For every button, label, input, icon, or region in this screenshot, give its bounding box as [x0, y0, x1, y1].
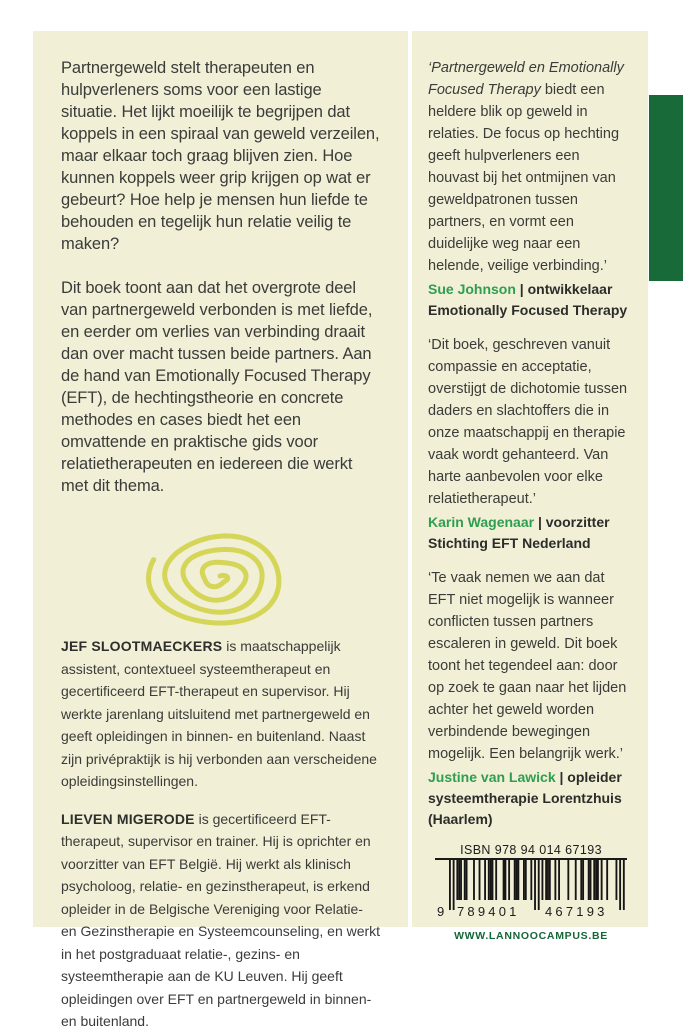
endorser-role: | voorzitter Stichting EFT Nederland	[428, 514, 610, 551]
author-name: JEF SLOOTMAECKERS	[61, 638, 223, 654]
quoted-book-title: ‘Partnergeweld en Emotionally Focused Therapy	[428, 60, 624, 98]
publisher-website: WWW.LANNOOCAMPUS.BE	[454, 930, 608, 942]
quote-body: biedt een heldere blik op geweld in relaties. De focus op hechting geeft hulpverleners een houvast bij het ontmijnen van geweldpatronen tussen partners, en vormt een duidelijke weg naar een helende, veilige verbinding.’	[428, 82, 620, 274]
endorser-name: Justine van Lawick	[428, 769, 556, 785]
quote-attribution	[428, 767, 634, 830]
quote-body: ‘Te vaak nemen we aan dat EFT niet mogelijk is wanneer conflicten tussen partners escaleren in geweld. Dit boek toont het tegendeel aan: door op zoek te gaan naar het lijden achter het geweld worden verbindende bewegingen mogelijk. Een belangrijk werk.’	[428, 570, 627, 762]
quote-body: ‘Dit boek, geschreven vanuit compassie en acceptatie, overstijgt de dichotomie tussen daders en slachtoffers die in onze maatschappij en therapie vaak wordt gehanteerd. Van harte aanbevolen voor elke relatietherapeut.’	[428, 337, 628, 507]
isbn-label: ISBN 978 94 014 67193	[460, 843, 602, 857]
endorser-name: Karin Wagenaar	[428, 514, 535, 530]
barcode-digits: 467193	[545, 904, 608, 919]
author-bio-lieven-migerode	[61, 808, 382, 1033]
left-panel	[33, 31, 408, 1029]
hand-drawn-spiral-icon	[137, 519, 307, 631]
endorser-role: | ontwikkelaar Emotionally Focused Therapy	[428, 281, 628, 318]
endorser-name: Sue Johnson	[428, 281, 516, 297]
author-bio-text: is maatschappelijk assistent, contextueel systeemtherapeut en gecertificeerd EFT-therapeut en supervisor. Hij werkte jarenlang uitsluitend met partnergeweld en geeft opleidingen in binnen- en buitenland. Naast zijn privépraktijk is hij verbonden aan verscheidene opleidingsinstellingen.	[61, 638, 377, 789]
blurb-paragraph-1: Partnergeweld stelt therapeuten en hulpverleners soms voor een lastige situatie. Het lijkt moeilijk te begrijpen dat koppels in een spiraal van geweld verzeilen, maar elkaar toch graag blijven zien. Hoe kunnen koppels weer grip krijgen op wat er gebeurt? Hoe help je mensen hun liefde te behouden en tegelijk hun relatie veilig te maken?	[61, 59, 380, 253]
quote-text	[428, 57, 634, 277]
quote-karin-wagenaar	[428, 334, 634, 554]
barcode-digits: 789401	[457, 904, 520, 919]
quote-attribution	[428, 512, 634, 554]
right-panel	[412, 31, 648, 942]
spiral-drawing	[61, 519, 382, 631]
quote-sue-johnson	[428, 57, 634, 321]
author-name: LIEVEN MIGERODE	[61, 810, 195, 827]
spine-green-bar	[649, 95, 683, 281]
quote-text	[428, 567, 634, 765]
barcode-digits: 9	[437, 904, 448, 919]
ean13-barcode	[435, 860, 627, 922]
quote-text	[428, 334, 634, 510]
quote-attribution	[428, 279, 634, 321]
isbn-barcode-block	[428, 843, 634, 944]
blurb-paragraph-2: Dit boek toont aan dat het overgrote deel van partnergeweld verbonden is met liefde, en eerder om verlies van verbinding draait dan over macht tussen beide partners. Aan de hand van Emotionally Focused Therapy (EFT), de hechtingstheorie en concrete methodes en cases biedt het een omvattende en praktische gids voor relatietherapeuten en iedereen die werkt met dit thema.	[61, 279, 373, 495]
author-bio-jef-slootmaeckers	[61, 635, 382, 793]
endorser-role: | opleider systeemtherapie Lorentzhuis (Haarlem)	[428, 769, 622, 827]
author-bio-text: is gecertificeerd EFT-therapeut, supervisor en trainer. Hij is oprichter en voorzitter van EFT België. Hij werkt als klinisch psycholoog, relatie- en gezinstherapeut, is erkend opleider in de Belgische Vereniging voor Relatie- en Gezinstherapie en Systeemcounseling, en werkt in het postgraduaat relatie-, gezins- en systeemtherapie aan de KU Leuven. Hij geeft opleidingen over EFT en partnergeweld in binnen- en buitenland.	[61, 810, 381, 1029]
quote-justine-van-lawick	[428, 567, 634, 830]
